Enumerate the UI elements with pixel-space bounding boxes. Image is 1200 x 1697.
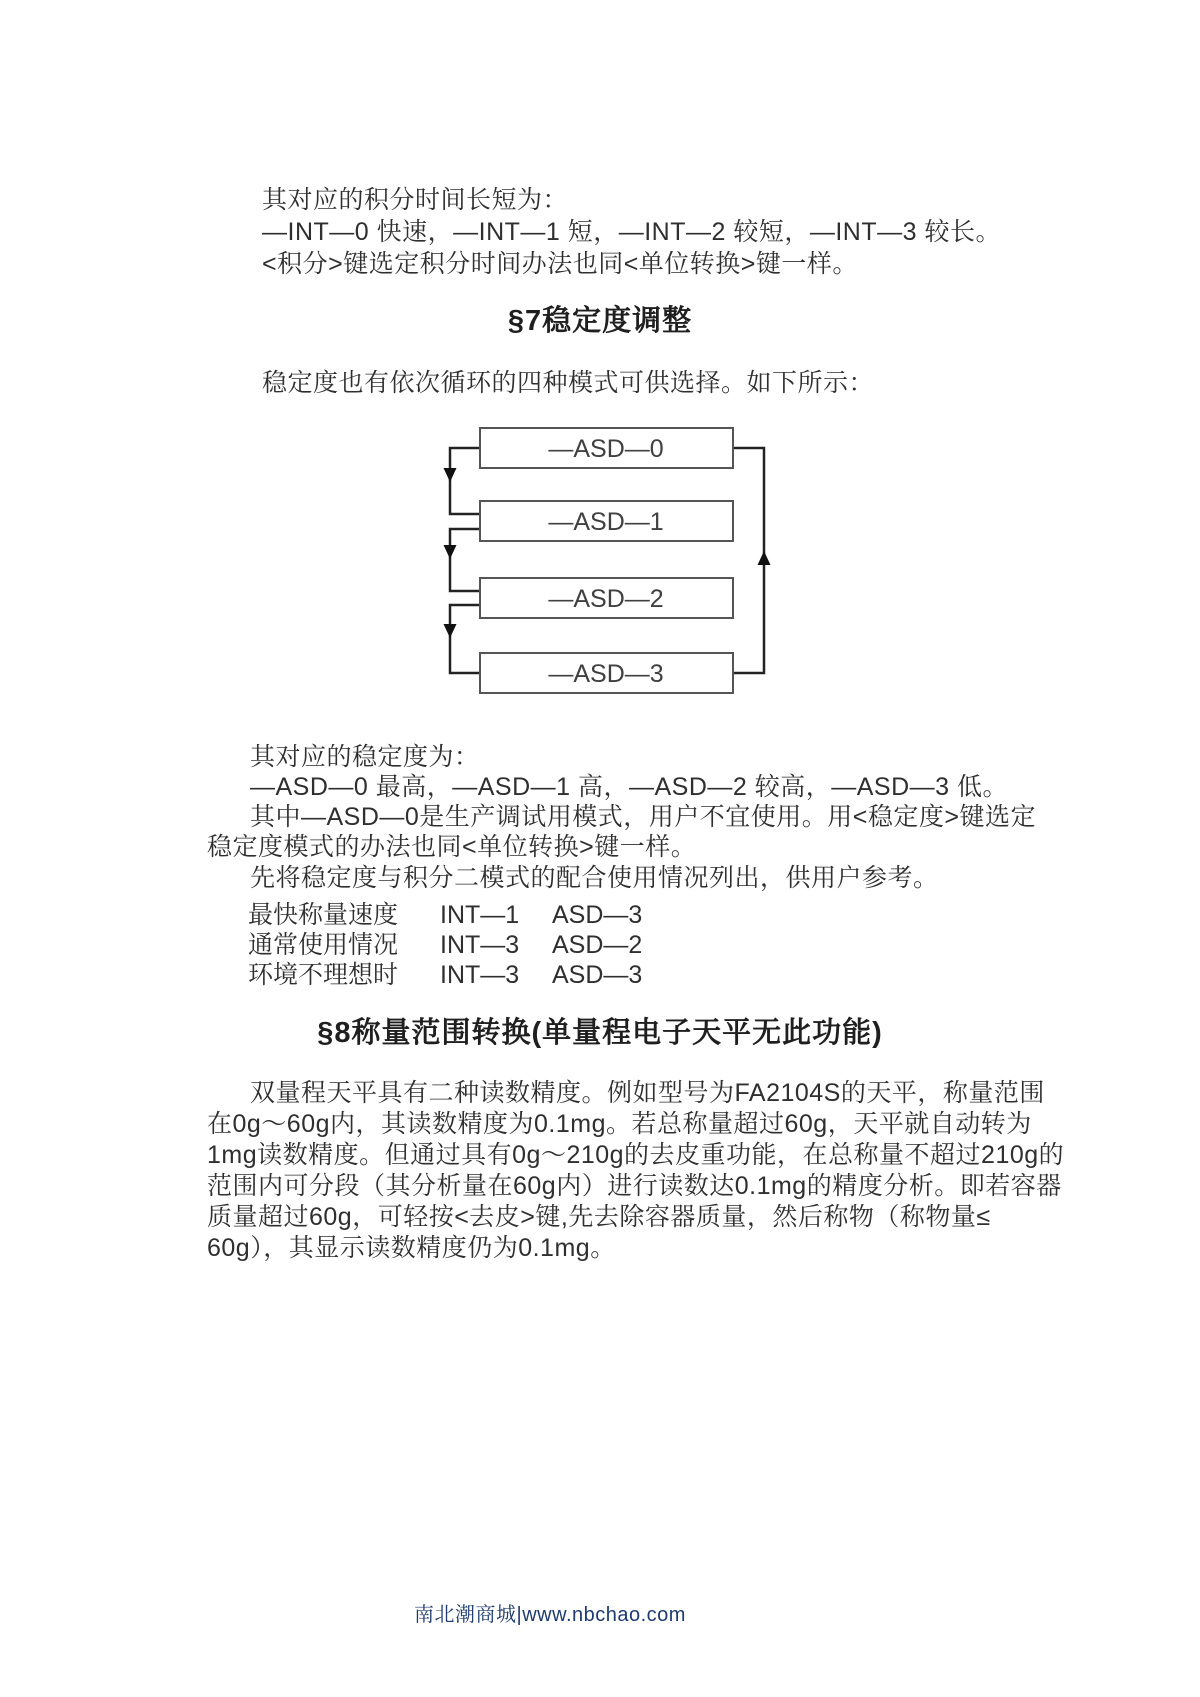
down-arrow-icon [444,545,457,559]
flow-connector-1-2 [450,529,480,591]
section8-line-6: 60g），其显示读数精度仍为0.1mg。 [207,1234,616,1262]
pairing-int-mode: INT—1 [440,901,520,929]
intro-line-2: —INT—0 快速，—INT—1 短，—INT—2 较短，—INT—3 较长。 [262,218,1001,246]
pairing-table-row [248,955,642,991]
section7-note-1: 其对应的稳定度为： [250,743,480,771]
flow-connector-0-1 [450,448,480,514]
section7-intro: 稳定度也有依次循环的四种模式可供选择。如下所示： [262,369,875,397]
section8-line-4: 范围内可分段（其分析量在60g内）进行读数达0.1mg的精度分析。即若容器 [207,1172,1062,1200]
section7-note-3: 其中—ASD—0是生产调试用模式，用户不宜使用。用<稳定度>键选定 [250,803,1037,831]
pairing-scenario: 最快称量速度 [248,901,399,929]
flow-connector-return [733,448,764,673]
pairing-asd-mode: ASD—3 [552,901,643,929]
intro-line-3: <积分>键选定积分时间办法也同<单位转换>键一样。 [262,250,858,278]
down-arrow-icon [444,468,457,482]
section7-heading: §7稳定度调整 [507,305,693,337]
section7-note-5: 先将稳定度与积分二模式的配合使用情况列出，供用户参考。 [250,864,939,892]
section8-line-3: 1mg读数精度。但通过具有0g～210g的去皮重功能，在总称量不超过210g的 [207,1141,1065,1169]
asd-cycle-diagram [440,420,780,710]
footer-watermark: 南北潮商城|www.nbchao.com [414,1604,686,1626]
section8-line-1: 双量程天平具有二种读数精度。例如型号为FA2104S的天平，称量范围 [250,1079,1045,1107]
pairing-asd-mode: ASD—3 [552,961,643,989]
pairing-int-mode: INT—3 [440,961,520,989]
section8-heading: §8称量范围转换(单量程电子天平无此功能) [317,1017,883,1049]
up-arrow-icon [758,551,771,565]
flow-connector-2-3 [450,605,480,673]
pairing-int-mode: INT—3 [440,931,520,959]
down-arrow-icon [444,624,457,638]
section8-line-5: 质量超过60g，可轻按<去皮>键,先去除容器质量，然后称物（称物量≤ [207,1203,991,1231]
section7-note-4: 稳定度模式的办法也同<单位转换>键一样。 [207,833,697,861]
flow-box-label: —ASD—3 [548,660,664,688]
flow-box-label: —ASD—2 [548,585,664,613]
pairing-scenario: 环境不理想时 [248,961,399,989]
flow-box-label: —ASD—1 [548,508,664,536]
section7-note-2: —ASD—0 最高，—ASD—1 高，—ASD—2 较高，—ASD—3 低。 [250,773,1009,801]
section8-line-2: 在0g～60g内，其读数精度为0.1mg。若总称量超过60g，天平就自动转为 [207,1110,1032,1138]
intro-line-1: 其对应的积分时间长短为： [262,186,569,214]
pairing-asd-mode: ASD—2 [552,931,643,959]
pairing-scenario: 通常使用情况 [248,931,399,959]
flow-box-label: —ASD—0 [548,435,664,463]
